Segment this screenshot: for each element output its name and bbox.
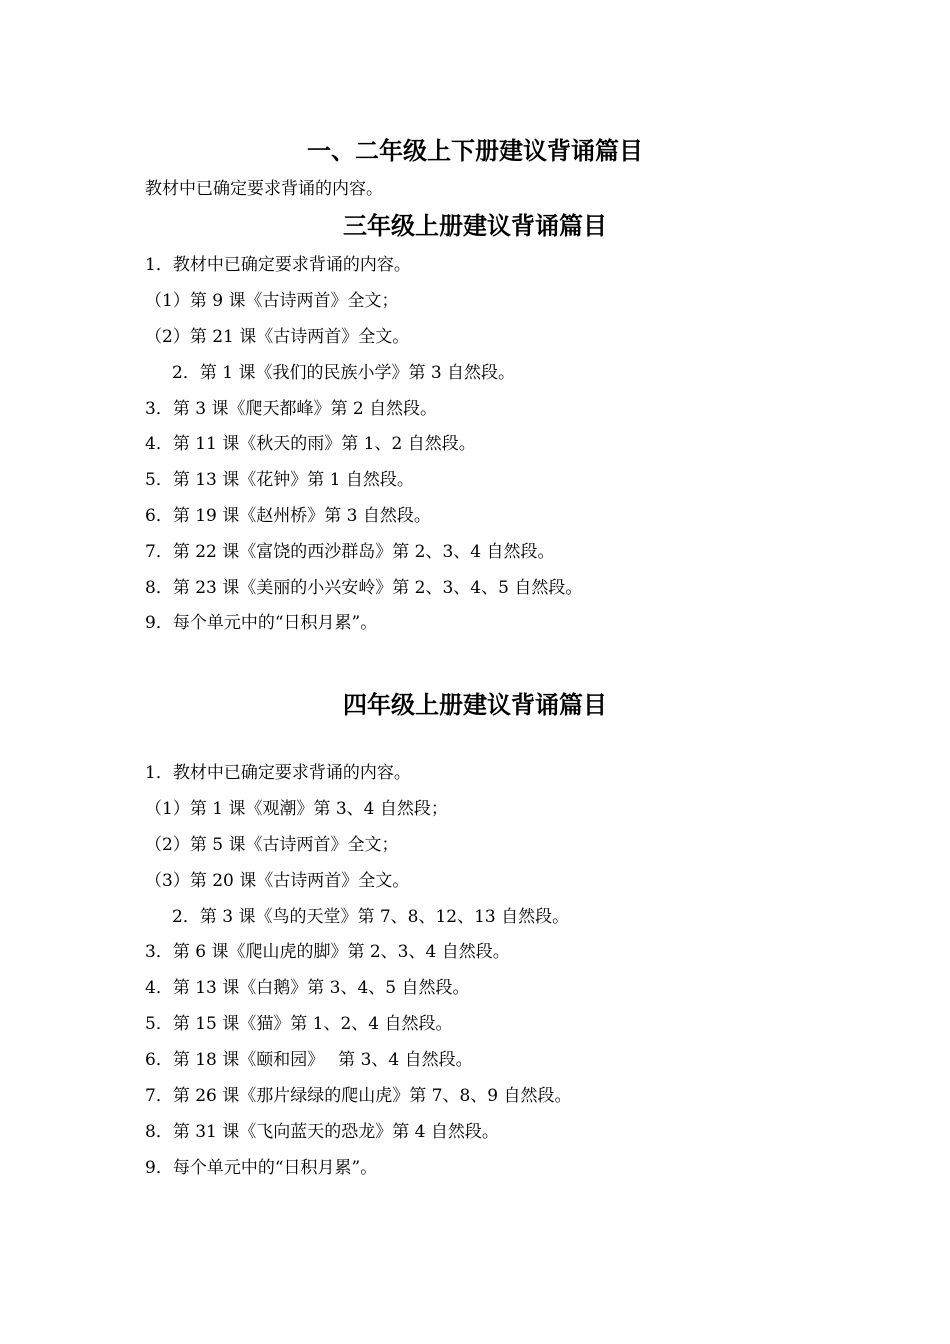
- list-item: 2．第 3 课《鸟的天堂》第 7、8、12、13 自然段。: [172, 907, 570, 927]
- list-item: 3．第 6 课《爬山虎的脚》第 2、3、4 自然段。: [145, 942, 510, 962]
- list-item: 2．第 1 课《我们的民族小学》第 3 自然段。: [172, 363, 516, 383]
- list-item: 3．第 3 课《爬天都峰》第 2 自然段。: [145, 399, 438, 419]
- list-item: 5．第 13 课《花钟》第 1 自然段。: [145, 470, 414, 490]
- list-item: 6．第 18 课《颐和园》 第 3、4 自然段。: [145, 1050, 473, 1070]
- list-item: 8．第 23 课《美丽的小兴安岭》第 2、3、4、5 自然段。: [145, 578, 583, 598]
- list-item: （1）第 1 课《观潮》第 3、4 自然段；: [145, 799, 448, 819]
- list-item: （1）第 9 课《古诗两首》全文；: [145, 291, 399, 311]
- list-item: （2）第 21 课《古诗两首》全文。: [145, 327, 410, 347]
- list-item: （2）第 5 课《古诗两首》全文；: [145, 835, 399, 855]
- list-item: 5．第 15 课《猫》第 1、2、4 自然段。: [145, 1014, 453, 1034]
- list-item: 7．第 22 课《富饶的西沙群岛》第 2、3、4 自然段。: [145, 542, 555, 562]
- list-item: 6．第 19 课《赵州桥》第 3 自然段。: [145, 506, 431, 526]
- list-item: 4．第 11 课《秋天的雨》第 1、2 自然段。: [145, 434, 476, 454]
- list-item: 7．第 26 课《那片绿绿的爬山虎》第 7、8、9 自然段。: [145, 1086, 572, 1106]
- section1-text: 教材中已确定要求背诵的内容。: [145, 179, 383, 199]
- list-item: 1．教材中已确定要求背诵的内容。: [145, 763, 411, 783]
- list-item: 1．教材中已确定要求背诵的内容。: [145, 255, 411, 275]
- section1-title: 一、二年级上下册建议背诵篇目: [307, 137, 643, 165]
- list-item: 8．第 31 课《飞向蓝天的恐龙》第 4 自然段。: [145, 1122, 499, 1142]
- list-item: 4．第 13 课《白鹅》第 3、4、5 自然段。: [145, 978, 470, 998]
- section2-title: 三年级上册建议背诵篇目: [343, 212, 607, 240]
- list-item: 9．每个单元中的“日积月累”。: [145, 1158, 378, 1178]
- list-item: 9．每个单元中的“日积月累”。: [145, 613, 378, 633]
- section3-title: 四年级上册建议背诵篇目: [343, 691, 607, 719]
- list-item: （3）第 20 课《古诗两首》全文。: [145, 871, 410, 891]
